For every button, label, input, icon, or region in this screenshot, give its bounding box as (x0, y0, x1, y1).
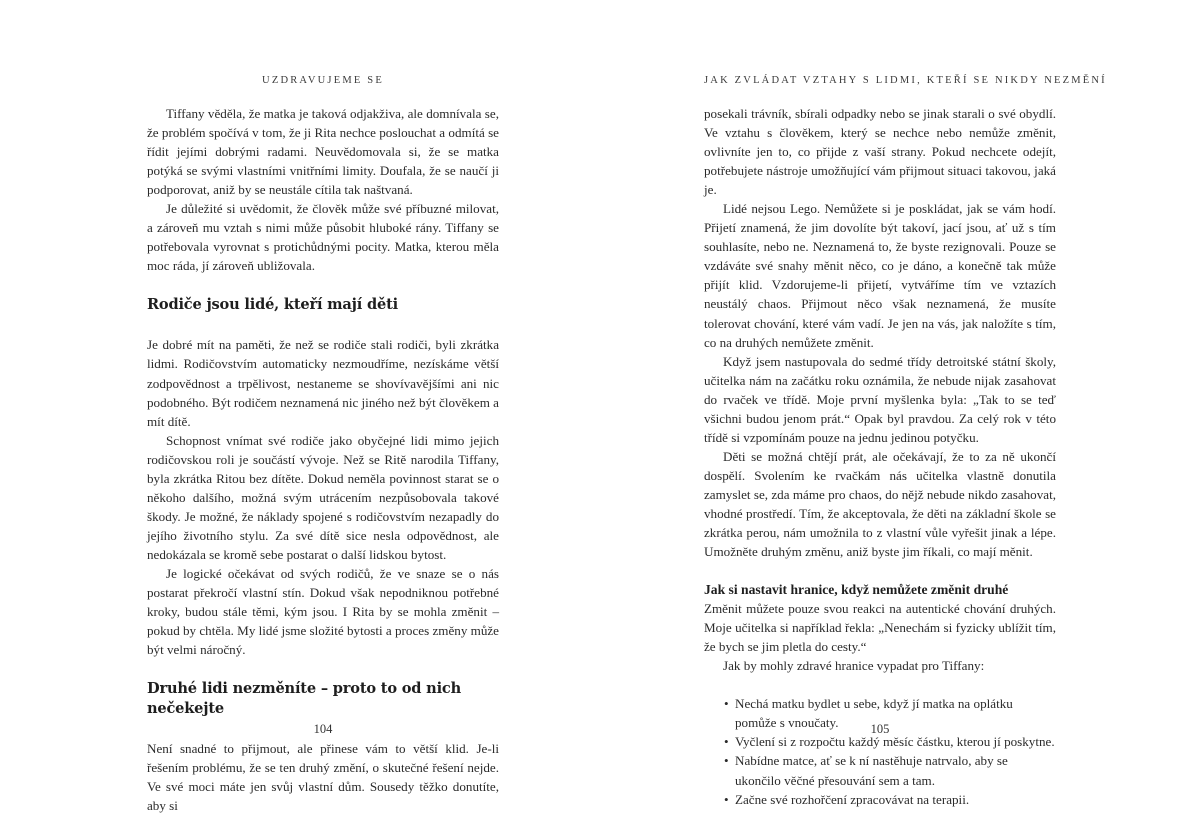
paragraph: posekali trávník, sbírali odpadky nebo se jinak starali o své obydlí. Ve vztahu s člověkem, který se nechce nebo nemůže změnit, ovlivníte jen to, co přijde z vaší strany. Pokud nechcete odejít, potřebujete nástroje umožňující vám přijmout situaci takovou, jaká je. (704, 106, 1056, 198)
list-item-text: Začne své rozhořčení zpracovávat na terapii. (735, 791, 970, 807)
right-page-body (704, 104, 1056, 809)
boundaries-list (704, 694, 1056, 808)
list-item-text: Nechá matku bydlet u sebe, když jí matka na oplátku pomůže s vnoučaty. (735, 696, 1013, 731)
paragraph: Je logické očekávat od svých rodičů, že ve snaze se o nás postarat překročí vlastní stín. Dokud však nepodniknou potřebné kroky, budou stále těmi, kým jsou. I Rita by se mohla změnit – pokud by chtěla. My lidé jsme složité bytosti a proces změny může být velmi náročný. (147, 565, 499, 658)
running-head-right: JAK ZVLÁDAT VZTAHY S LIDMI, KTEŘÍ SE NIKDY NEZMĚNÍ (704, 75, 1107, 86)
paragraph: Lidé nejsou Lego. Nemůžete si je poskládat, jak se vám hodí. Přijetí znamená, že jim dovolíte být takoví, jací jsou, ať už s tím souhlasíte, nebo ne. Neznamená to, že byste rezignovali. Pouze se vzdáváte své snahy měnit něco, co je dáno, a konečně tak může přijít klid. Vzdorujeme-li přijetí, vytváříme tím ve vztazích neustálý chaos. Přijmout něco však neznamená, že musíte tolerovat chování, které vám vadí. Je jen na vás, jak naložíte s tím, co na druhých nemůžete změnit. (704, 201, 1056, 350)
paragraph: Tiffany věděla, že matka je taková odjakživa, ale domnívala se, že problém spočívá v tom, že ji Rita nechce poslouchat a odmítá se řídit jejími dobrými radami. Neuvědomovala si, že se matka potýká se svými vlastními vnitřními limity. Doufala, že se naučí ji podporovat, aniž by se neustále cítila tak naštvaná. (147, 106, 499, 198)
subheading: Jak si nastavit hranice, když nemůžete změnit druhé (704, 582, 1009, 598)
list-item-text: Vyčlení si z rozpočtu každý měsíc částku, kterou jí poskytne. (735, 734, 1055, 750)
page-number-left: 104 (313, 722, 333, 736)
page-number-right: 105 (870, 722, 890, 736)
bullet-icon: • (724, 696, 729, 712)
bullet-icon: • (724, 734, 729, 750)
list-item (724, 790, 1056, 809)
paragraph: Jak by mohly zdravé hranice vypadat pro Tiffany: (723, 658, 985, 674)
paragraph: Je důležité si uvědomit, že člověk může své příbuzné milovat, a zároveň mu vztah s nimi může působit hluboké rány. Tiffany se potřebovala vyrovnat s protichůdnými pocity. Matka, kterou měla moc ráda, jí zároveň ubližovala. (147, 201, 499, 274)
section-heading: Rodiče jsou lidé, kteří mají děti (147, 296, 398, 314)
left-page (147, 0, 499, 814)
paragraph: Když jsem nastupovala do sedmé třídy detroitské státní školy, učitelka nám na začátku roku oznámila, že nebude nijak zasahovat do rvaček ve třídě. Moje první myšlenka byla: „Tak to se teď všichni budou jenom prát.“ Opak byl pravdou. Za celý rok v této třídě si vzpomínám pouze na jednu jedinou potyčku. (704, 353, 1056, 445)
bullet-icon: • (724, 791, 729, 807)
paragraph: Je dobré mít na paměti, že než se rodiče stali rodiči, byli zkrátka lidmi. Rodičovstvím automaticky nezmoudříme, nezískáme větší zodpovědnost a trpělivost, nestaneme se shovívavějšími ani nic podobného. Být rodičem neznamená nic jiného než být člověkem a mít dítě. (147, 337, 499, 429)
paragraph: Schopnost vnímat své rodiče jako obyčejné lidi mimo jejich rodičovskou roli je součástí vývoje. Než se Ritě narodila Tiffany, byla zkrátka Ritou bez dítěte. Dokud neměla povinnost starat se o někoho dalšího, možná svým utrácením nezpůsobovala takové škody. Je možné, že náklady spojené s rodičovstvím nezapadly do jejího životního stylu. Za své dítě sice nesla odpovědnost, ale nedokázala se kromě sebe postarat o další lidskou bytost. (147, 432, 499, 562)
list-item-text: Nabídne matce, ať se k ní nastěhuje natrvalo, aby se ukončilo věčné přesouvání sem a tam. (735, 753, 1008, 788)
bullet-icon: • (724, 753, 729, 769)
left-page-body (147, 104, 499, 815)
paragraph: Není snadné to přijmout, ale přinese vám to větší klid. Je-li řešením problému, že se ten druhý změní, o skutečné řešení nejde. Ve své moci máte jen svůj vlastní dům. Sousedy těžko donutíte, aby si (147, 741, 499, 814)
running-head-left: UZDRAVUJEME SE (262, 75, 384, 86)
paragraph: Děti se možná chtějí prát, ale očekávají, že to za ně ukončí dospělí. Svolením ke rvačkám nás učitelka vlastně donutila zamyslet se, zda máme pro chaos, do nějž nebude nikdo zasahovat, vhodné prostředí. Tím, že akceptovala, že děti na základní škole se zkrátka perou, nám umožnila to z vlastní vůle vyřešit jinak a lépe. Umožněte druhým změnu, aniž byste jim říkali, co mají měnit. (704, 448, 1056, 560)
section-heading: Druhé lidi nezměníte – proto to od nich nečekejte (147, 680, 462, 718)
paragraph: Změnit můžete pouze svou reakci na autentické chování druhých. Moje učitelka si například řekla: „Nenechám si fyzicky ublížit tím, že bych se jim pletla do cesty.“ (704, 601, 1056, 655)
list-item (724, 751, 1056, 789)
right-page (704, 0, 1107, 807)
